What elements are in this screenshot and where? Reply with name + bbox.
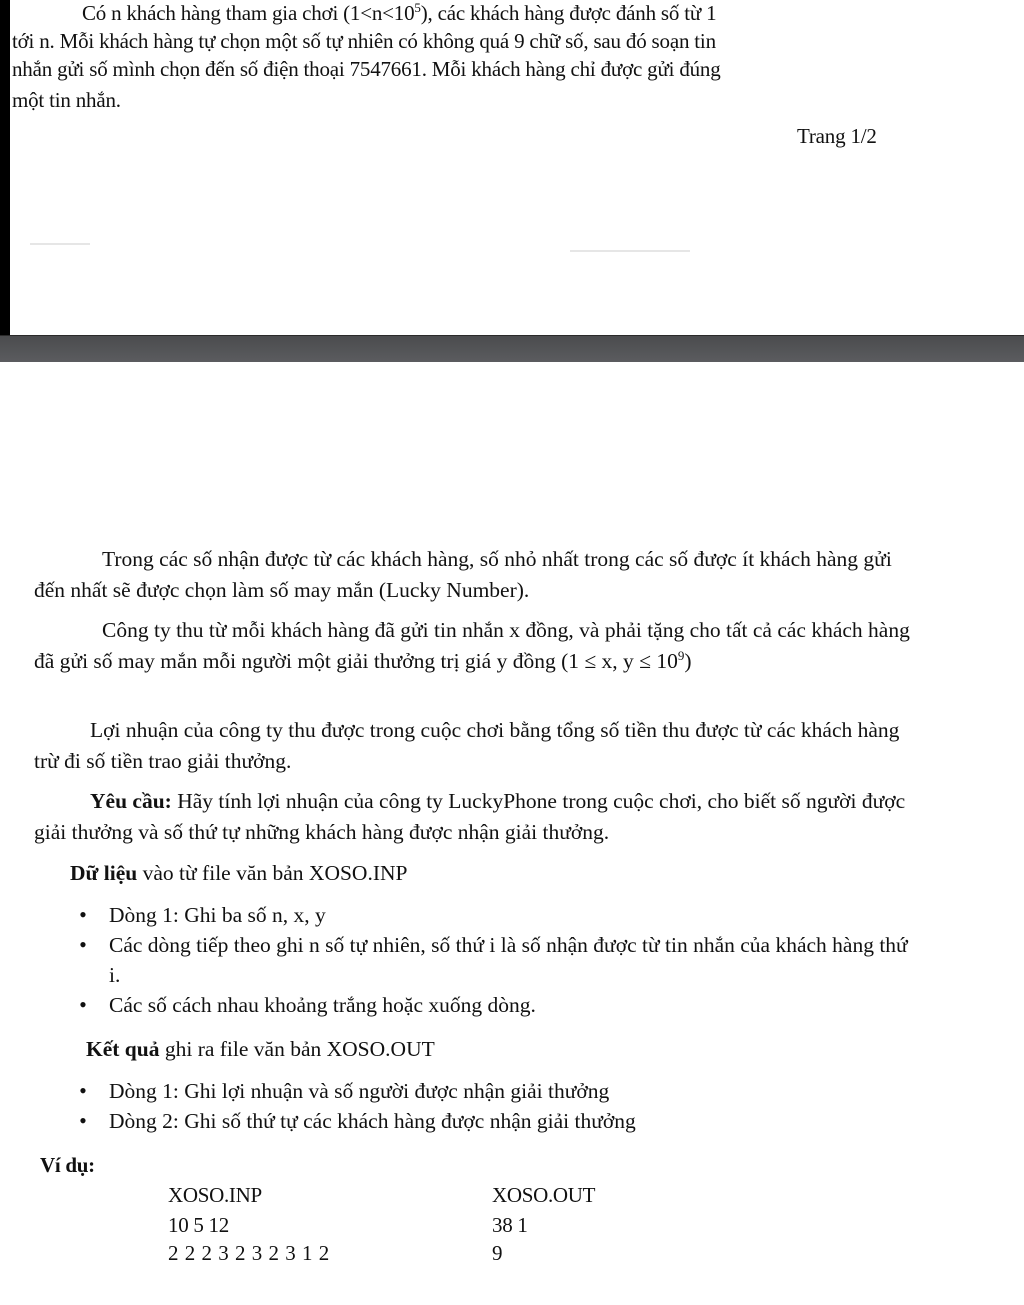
paragraph-prize: Công ty thu từ mỗi khách hàng đã gửi tin nhắn x đồng, và phải tặng cho tất cả các khách hàng đã gửi số may mắn mỗi người một giải thưởng trị giá y đồng (1 ≤ x, $y \le 10^9$) [34,618,910,673]
document-page-2 [10,362,1024,1305]
example-label: Ví dụ: [40,1153,95,1177]
scan-smudge [30,243,90,245]
page-left-edge [0,0,10,335]
list-item: • Các số cách nhau khoảng trắng hoặc xuống dòng. [79,992,536,1017]
list-item: • Các dòng tiếp theo ghi n số tự nhiên, số thứ i là số nhận được từ tin nhắn của khách hàng thứ i. [79,932,908,987]
output-list [74,1076,916,1136]
page1-line-2: tới n. Mỗi khách hàng tự chọn một số tự nhiên có không quá 9 chữ số, sau đó soạn tin [12,29,716,53]
example-input-header: XOSO.INP [168,1183,262,1207]
page-number: Trang 1/2 [797,124,877,148]
requirement-label: Yêu cầu: [90,789,172,813]
example-output-header: XOSO.OUT [492,1183,596,1207]
page1-line-3: nhắn gửi số mình chọn đến số điện thoại 7547661. Mỗi khách hàng chỉ được gửi đúng [12,57,721,81]
page-separator [0,335,1024,362]
input-heading: Dữ liệu vào từ file văn bản XOSO.INP [70,861,408,885]
input-list [74,900,916,1020]
paragraph-lucky-number: Trong các số nhận được từ các khách hàng, số nhỏ nhất trong các số được ít khách hàng gửi đến nhất sẽ được chọn làm số may mắn (Lucky Number). [34,547,892,602]
page-separator-line [0,335,1024,336]
page1-line-4: một tin nhắn. [12,88,121,112]
output-heading: Kết quả ghi ra file văn bản XOSO.OUT [86,1037,435,1061]
example-input-line-2: 2 2 2 3 2 3 2 3 1 2 [168,1241,330,1265]
list-item: • Dòng 1: Ghi lợi nhuận và số người được nhận giải thưởng [79,1078,610,1103]
list-item: • Dòng 2: Ghi số thứ tự các khách hàng được nhận giải thưởng [79,1108,636,1133]
paragraph-profit: Lợi nhuận của công ty thu được trong cuộc chơi bằng tổng số tiền thu được từ các khách hàng trừ đi số tiền trao giải thưởng. [34,718,900,773]
example-output-line-1: 38 1 [492,1213,528,1237]
paragraph-requirement: Yêu cầu: Hãy tính lợi nhuận của công ty LuckyPhone trong cuộc chơi, cho biết số người được giải thưởng và số thứ tự những khách hàng được nhận giải thưởng. [34,789,906,844]
scan-smudge [570,250,690,252]
example-output-line-2: 9 [492,1241,503,1265]
example-input-line-1: 10 5 12 [168,1213,229,1237]
list-item: • Dòng 1: Ghi ba số n, x, y [79,902,326,927]
page1-line-1: Có n khách hàng tham gia chơi $(1<n<10^5)$, các khách hàng được đánh số từ 1 [82,0,717,25]
document-page-1 [10,0,1024,335]
